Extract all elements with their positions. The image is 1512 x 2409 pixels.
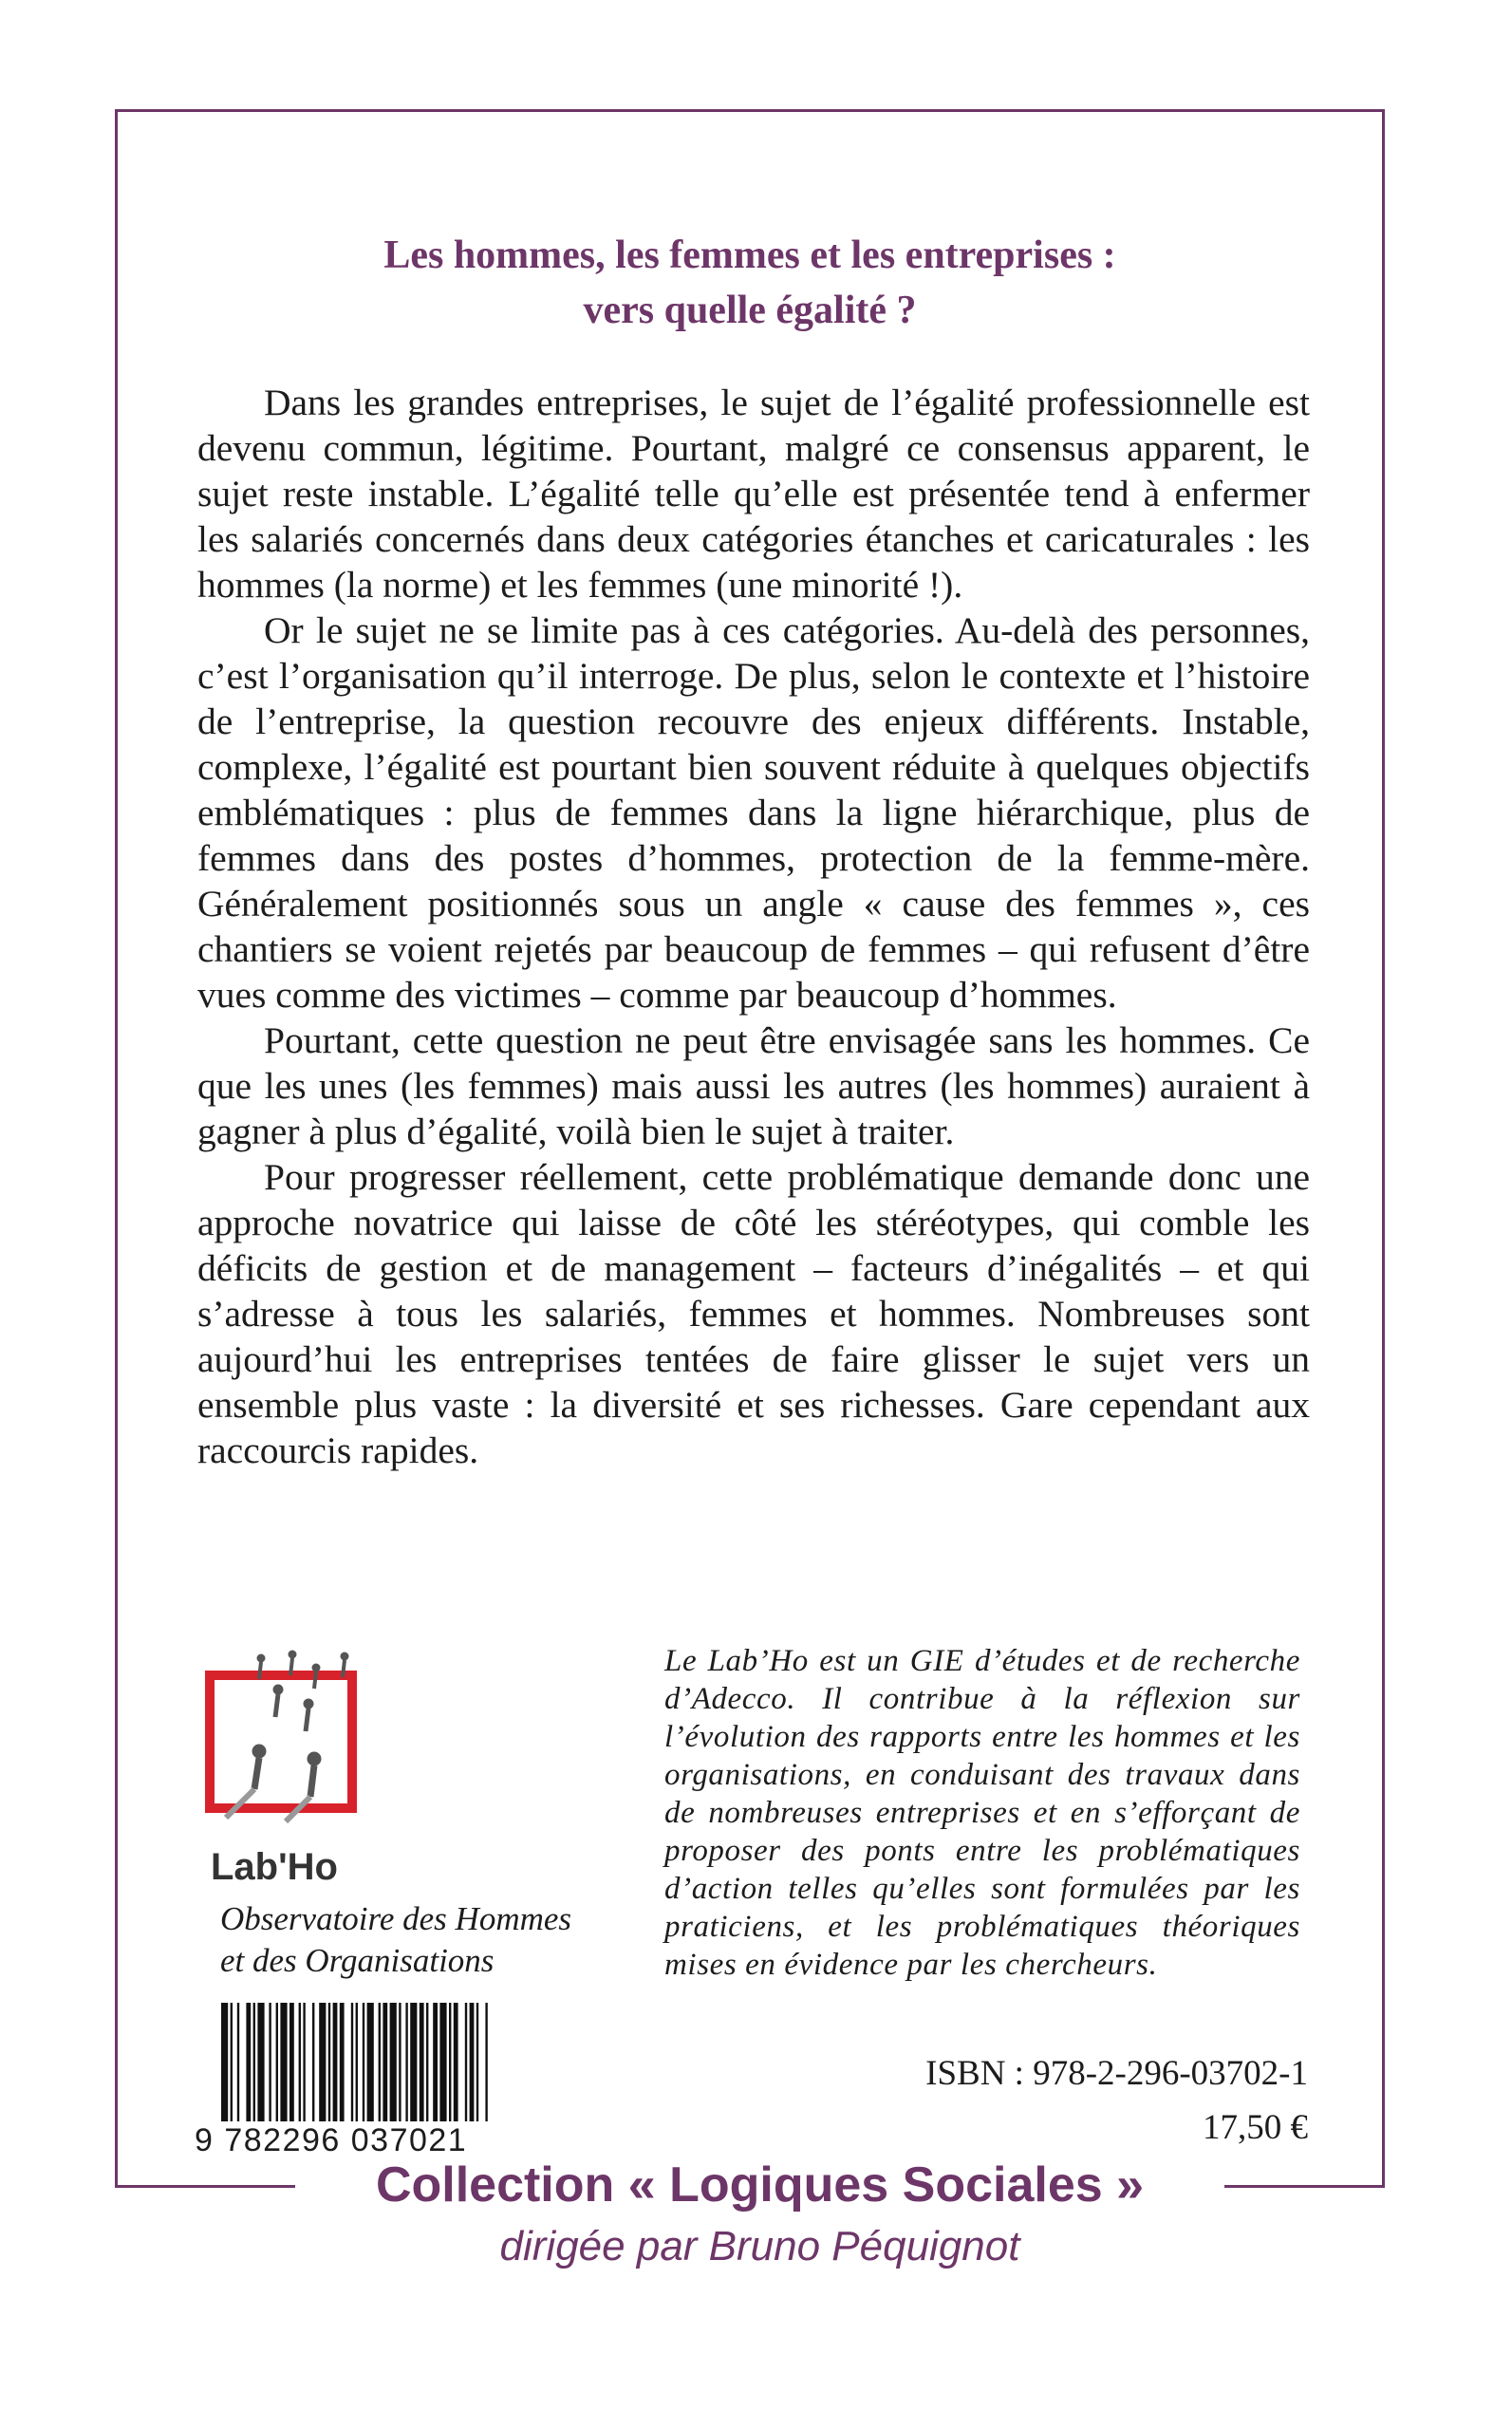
barcode-bar [420,2003,424,2121]
paragraph-3: Pourtant, cette question ne peut être envisagée sans les hommes. Ce que les unes (les femmes) mais aussi les autres (les hommes) auraient à gagner à plus d’égalité, voilà bien le sujet à traiter. [197,1019,1310,1152]
barcode-bar [299,2003,301,2121]
barcode-bar [390,2003,397,2121]
labho-logo [202,1647,373,1827]
labho-name: Lab'Ho [211,1846,338,1888]
title-line-2: vers quelle égalité ? [583,289,917,332]
barcode-bar [340,2003,345,2121]
barcode-bar [356,2003,358,2121]
barcode-bar [426,2003,428,2121]
barcode-bar [399,2003,401,2121]
barcode-bar [303,2003,305,2121]
barcode-bar [246,2003,251,2121]
barcode-bar [379,2003,381,2121]
barcode-bar [280,2003,287,2121]
barcode-bar [367,2003,374,2121]
frame-bottom-left [115,2185,295,2188]
barcode-bar [333,2003,338,2121]
barcode-bar [383,2003,387,2121]
barcode-bar [439,2003,446,2121]
barcode-bar [470,2003,475,2121]
barcode-bar [269,2003,271,2121]
barcode-bar [289,2003,294,2121]
barcode-bar [454,2003,458,2121]
barcode-bar [449,2003,451,2121]
barcode [195,2003,569,2159]
barcode-bar [312,2003,314,2121]
barcode-bar [465,2003,467,2121]
barcode-bar [351,2003,353,2121]
barcode-bar [328,2003,330,2121]
barcode-bar [405,2003,407,2121]
title-line-1: Les hommes, les femmes et les entreprises : [383,233,1116,277]
blurb-text [197,380,1310,1473]
barcode-bar [363,2003,364,2121]
isbn: ISBN : 978-2-296-03702-1 [925,2054,1308,2093]
labho-subtitle-line-2: et des Organisations [220,1942,495,1979]
barcode-bar [476,2003,478,2121]
barcode-bar [237,2003,239,2121]
barcode-bar [231,2003,233,2121]
barcode-bar [485,2003,487,2121]
frame-bottom-right [1224,2185,1385,2188]
barcode-bar [433,2003,438,2121]
barcode-bar [253,2003,255,2121]
labho-subtitle [220,1898,657,1982]
book-title [190,228,1310,338]
barcode-bar [319,2003,326,2121]
barcode-digits: 9 782296 037021 [195,2122,468,2158]
price: 17,50 € [1203,2108,1308,2147]
barcode-bars [195,2003,569,2121]
barcode-bar [410,2003,417,2121]
paragraph-4: Pour progresser réellement, cette problématique demande donc une approche novatrice qui laisse de côté les stéréotypes, qui comble les déficits de gestion et de management – facteurs d’inégalités – et qui s’adresse à tous les salariés, femmes et hommes. Nombreuses sont aujourd’hui les entreprises tentées de faire glisser le sujet vers un ensemble plus vaste : la diversité et ses richesses. Gare cependant aux raccourcis rapides. [197,1156,1310,1471]
paragraph-2: Or le sujet ne se limite pas à ces catégories. Au-delà des personnes, c’est l’organisation qu’il interroge. De plus, selon le contexte et l’histoire de l’entreprise, la question recouvre des enjeux différents. Instable, complexe, l’égalité est pourtant bien souvent réduite à quelques objectifs emblématiques : plus de femmes dans la ligne hiérarchique, plus de femmes dans des postes d’hommes, protection de la femme-mère. Généralement positionnés sous un angle « cause des femmes », ces chantiers se voient rejetés par beaucoup de femmes – qui refusent d’être vues comme des victimes – comme par beaucoup d’hommes. [197,609,1310,1016]
barcode-bar [276,2003,278,2121]
labho-description: Le Lab’Ho est un GIE d’études et de recherche d’Adecco. Il contribue à la réflexion sur l’évolution des rapports entre les hommes et les organisations, en conduisant des travaux dans de nombreuses entreprises et en s’efforçant de proposer des ponts entre les problématiques d’action telles qu’elles sont formulées par les praticiens, et les problématiques théoriques mises en évidence par les chercheurs. [664,1644,1300,1982]
collection-director: dirigée par Bruno Péquignot [499,2223,1020,2269]
labho-subtitle-line-1: Observatoire des Hommes [220,1900,572,1937]
barcode-bar [257,2003,264,2121]
paragraph-1: Dans les grandes entreprises, le sujet de l’égalité professionnelle est devenu commun, légitime. Pourtant, malgré ce consensus apparent, le sujet reste instable. L’égalité telle qu’elle est présentée tend à enfermer les salariés concernés dans deux catégories étanches et caricaturales : les hommes (la norme) et les femmes (une minorité !). [197,382,1310,606]
barcode-bar [221,2003,228,2121]
collection-name: Collection « Logiques Sociales » [375,2157,1145,2213]
